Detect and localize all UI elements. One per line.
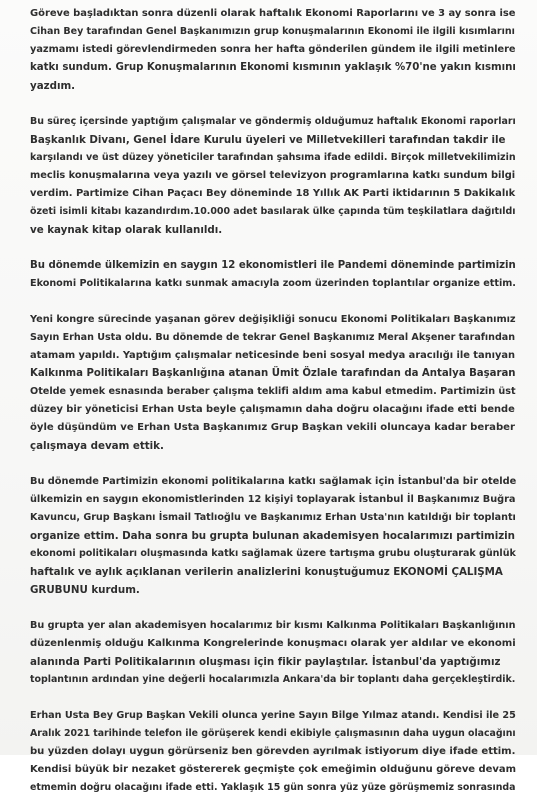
text-line: yazdım. (30, 80, 76, 92)
text-line: çalışmaya devam ettik. (30, 440, 164, 452)
text-line: Kalkınma Politikaları Başkanlığına atanan Ümit Özlale tarafından da Antalya Başaran (30, 368, 516, 379)
text-line: düzenlenmiş olduğu Kalkınma Kongrelerinde konuşmacı olarak yer aldılar ve ekonomi (30, 638, 516, 649)
paragraph (30, 707, 516, 797)
text-line: alanında Parti Politikalarının oluşması için fikir paylaştılar. İstanbul'da yaptığımız (30, 656, 501, 668)
text-line: haftalık ve aylık açıklanan verilerin analizlerini konuştuğumuz EKONOMİ ÇALIŞMA (30, 566, 503, 578)
text-line: Kavuncu, Grup Başkanı İsmail Tatlıoğlu ve Başkanımız Erhan Usta'nın katıldığı bir toplantı (30, 512, 516, 523)
text-line: düzey bir yöneticisi Erhan Usta beyle çalışmamın daha doğru olacağını ifade etti bende (30, 404, 515, 415)
text-line: Göreve başladıktan sonra düzenli olarak haftalık Ekonomi Raporlarını ve 3 ay sonra ise (30, 8, 516, 19)
document-body (30, 5, 516, 797)
text-line: Otelde yemek esnasında beraber çalışma teklifi aldım ama kabul etmedim. Partimizin üst (30, 386, 516, 397)
text-line: Bu grupta yer alan akademisyen hocalarımız bir kısmı Kalkınma Politikaları Başkanlığının (30, 620, 516, 631)
text-line: Bu dönemde Partimizin ekonomi politikalarına katkı sağlamak için İstanbul'da bir otelde (30, 476, 517, 487)
paragraph (30, 617, 516, 689)
text-line: bu yüzden dolayı uygun görürseniz ben görevden ayrılmak istiyorum diye ifade ettim. (30, 746, 516, 757)
text-line: Ekonomi Politikalarına katkı sunmak amacıyla zoom üzerinden toplantılar organize ettim. (30, 278, 516, 289)
text-line: Başkanlık Divanı, Genel İdare Kurulu üyeleri ve Milletvekilleri tarafından takdir ile (30, 134, 506, 146)
text-line: Cihan Bey tarafından Genel Başkanımızın grup konuşmalarının Ekonomi ile ilgili kısımlarını (30, 26, 515, 37)
text-line: verdim. Partimize Cihan Paçacı Bey döneminde 18 Yıllık AK Parti iktidarının 5 Dakikalık (30, 188, 516, 199)
text-line: Yeni kongre sürecinde yaşanan görev değişikliği sonucu Ekonomi Politikaları Başkanımız (30, 314, 516, 325)
text-line: etmemin doğru olacağını ifade etti. Yaklaşık 15 gün sonra yüz yüze görüşmemiz sonrasında (30, 782, 516, 793)
text-line: karşılandı ve üst düzey yöneticiler tarafından şahsıma ifade edildi. Birçok milletvekilimizin (30, 152, 516, 163)
text-line: Aralık 2021 tarihinde telefon ile görüşerek kendi ekibiyle çalışmasının daha uygun olacağını (30, 728, 516, 739)
text-line: ülkemizin en saygın ekonomistlerinden 12 kişiyi toplayarak İstanbul İl Başkanımız Buğra (30, 494, 516, 505)
text-line: Bu dönemde ülkemizin en saygın 12 ekonomistleri ile Pandemi döneminde partimizin (30, 260, 516, 271)
paragraph (30, 473, 516, 599)
text-line: meclis konuşmalarına veya yazılı ve görsel televizyon programlarına katkı sundum bilgi (30, 170, 516, 181)
text-line: öyle düşündüm ve Erhan Usta Başkanımız Grup Başkan vekili oluncaya kadar beraber (30, 422, 515, 433)
text-line: katkı sundum. Grup Konuşmalarının Ekonomi kısmının yaklaşık %70'ne yakın kısmını (30, 62, 516, 73)
text-line: Sayın Erhan Usta oldu. Bu dönemde de tekrar Genel Başkanımız Meral Akşener tarafından (30, 332, 516, 343)
text-line: atamam yapıldı. Yaptığım çalışmalar neticesinde beni sosyal medya aracılığı ile tanıyan (30, 350, 516, 361)
text-line: Erhan Usta Bey Grup Başkan Vekili olunca yerine Sayın Bilge Yılmaz atandı. Kendisi ile 25 (30, 710, 516, 721)
text-line: özeti isimli kitabı kazandırdım.10.000 adet basılarak ülke çapında tüm teşkilatlara dağıtıldı (30, 206, 516, 217)
paragraph (30, 311, 516, 455)
text-line: Bu süreç içersinde yaptığım çalışmalar ve göndermiş olduğumuz haftalık Ekonomi raporları (30, 116, 516, 127)
text-line: GRUBUNU kurdum. (30, 584, 140, 596)
text-line: yazmamı istedi görevlendirmeden sonra her hafta gönderilen gündem ile ilgili metinlere (30, 44, 516, 55)
text-line: toplantının ardından yine değerli hocalarımızla Ankara'da bir toplantı daha gerçekleştirdik. (30, 674, 516, 685)
text-line: organize ettim. Daha sonra bu grupta bulunan akademisyen hocalarımızı partimizin (30, 530, 515, 542)
text-line: ekonomi politikaları oluşmasında katkı sağlamak üzere tartışma grubu oluşturarak günlük (30, 548, 516, 559)
paragraph (30, 113, 516, 239)
paragraph (30, 5, 516, 95)
text-line: ve kaynak kitap olarak kullanıldı. (30, 224, 223, 236)
text-line: Kendisi büyük bir nezaket göstererek geçmişte çok emeğimin olduğunu göreve devam (30, 764, 516, 775)
paragraph (30, 257, 516, 293)
